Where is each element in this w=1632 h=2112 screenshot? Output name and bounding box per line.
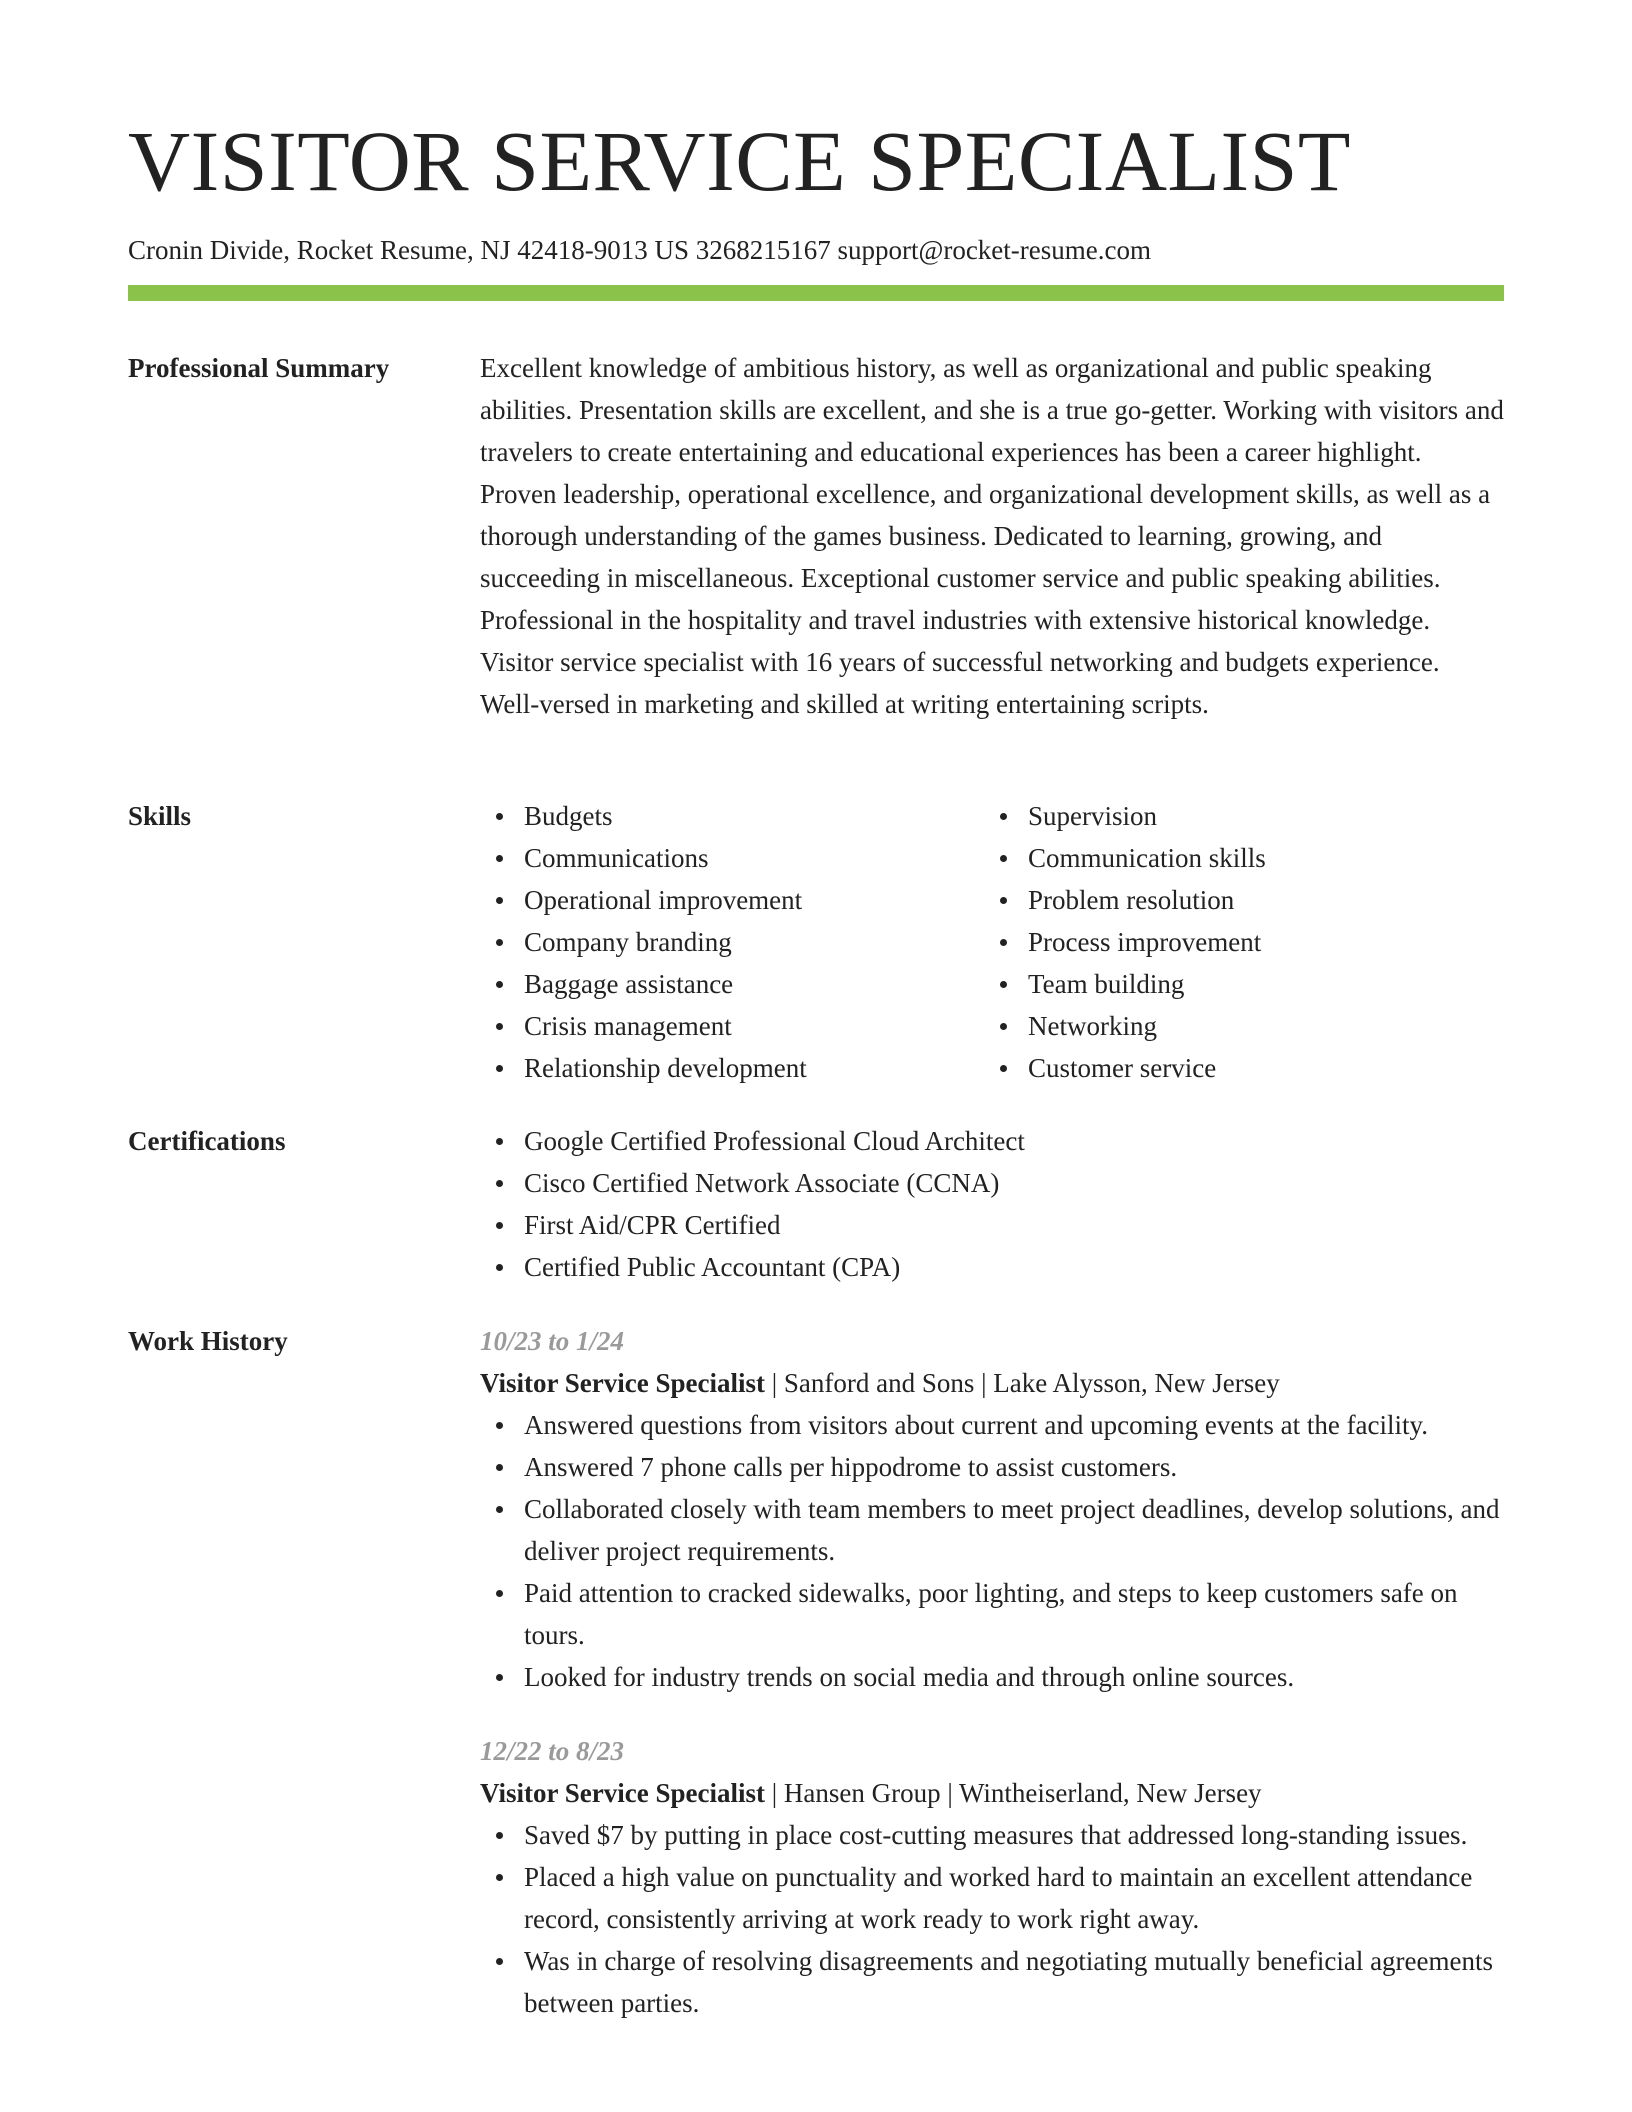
job-title: Visitor Service Specialist xyxy=(480,1778,765,1808)
list-item: Certified Public Accountant (CPA) xyxy=(524,1246,1504,1288)
list-item: Company branding xyxy=(524,921,984,963)
job-title: Visitor Service Specialist xyxy=(480,1368,765,1398)
certifications-heading: Certifications xyxy=(128,1126,286,1156)
list-item: Crisis management xyxy=(524,1005,984,1047)
list-item: Baggage assistance xyxy=(524,963,984,1005)
job-details: | Sanford and Sons | Lake Alysson, New Jersey xyxy=(764,1368,1280,1398)
summary-text: Excellent knowledge of ambitious history, as well as organizational and public speaking abilities. Presentation skills are excellent, and she is a true go-getter. Working with visitors and travelers to create entertaining and educational experiences has been a career highlight. Proven leadership, operational excellence, and organizational development skills, as well as a thorough understanding of the games business. Dedicated to learning, growing, and succeeding in miscellaneous. Exceptional customer service and public speaking abilities. Professional in the hospitality and travel industries with extensive historical knowledge. Visitor service specialist with 16 years of successful networking and budgets experience. Well-versed in marketing and skilled at writing entertaining scripts. xyxy=(480,353,1504,719)
work-history-body xyxy=(480,1320,1504,2024)
list-item: Relationship development xyxy=(524,1047,984,1089)
list-item: Was in charge of resolving disagreements and negotiating mutually beneficial agreements between parties. xyxy=(524,1940,1504,2024)
list-item: Looked for industry trends on social media and through online sources. xyxy=(524,1656,1504,1698)
list-item: Process improvement xyxy=(1028,921,1488,963)
list-item: Cisco Certified Network Associate (CCNA) xyxy=(524,1162,1504,1204)
job-dates: 12/22 to 8/23 xyxy=(480,1736,625,1766)
list-item: Placed a high value on punctuality and worked hard to maintain an excellent attendance record, consistently arriving at work ready to work right away. xyxy=(524,1856,1504,1940)
list-item: Answered 7 phone calls per hippodrome to assist customers. xyxy=(524,1446,1504,1488)
skills-heading: Skills xyxy=(128,801,192,831)
list-item: Operational improvement xyxy=(524,879,984,921)
list-item: Collaborated closely with team members to meet project deadlines, develop solutions, and deliver project requirements. xyxy=(524,1488,1504,1572)
job-bullets xyxy=(480,1404,1504,1698)
summary-heading: Professional Summary xyxy=(128,353,390,383)
job-heading-line xyxy=(480,1362,1504,1404)
list-item: Team building xyxy=(1028,963,1488,1005)
list-item: Budgets xyxy=(524,795,984,837)
certifications-list xyxy=(480,1120,1504,1288)
resume-title: VISITOR SERVICE SPECIALIST xyxy=(128,113,1351,209)
list-item: Paid attention to cracked sidewalks, poor lighting, and steps to keep customers safe on tours. xyxy=(524,1572,1504,1656)
list-item: First Aid/CPR Certified xyxy=(524,1204,1504,1246)
job-dates: 10/23 to 1/24 xyxy=(480,1326,625,1356)
list-item: Answered questions from visitors about current and upcoming events at the facility. xyxy=(524,1404,1504,1446)
skills-list-right xyxy=(984,795,1488,1089)
certifications-body xyxy=(480,1120,1504,1288)
summary-body xyxy=(480,347,1504,725)
skills-list-left xyxy=(480,795,984,1089)
job-details: | Hansen Group | Wintheiserland, New Jersey xyxy=(764,1778,1262,1808)
skills-body xyxy=(480,795,1504,1089)
list-item: Customer service xyxy=(1028,1047,1488,1089)
list-item: Supervision xyxy=(1028,795,1488,837)
list-item: Networking xyxy=(1028,1005,1488,1047)
job-heading-line xyxy=(480,1772,1504,1814)
contact-line: Cronin Divide, Rocket Resume, NJ 42418-9013 US 3268215167 support@rocket-resume.com xyxy=(128,235,1151,265)
job-bullets xyxy=(480,1814,1504,2024)
job-entry xyxy=(480,1320,1504,1698)
list-item: Communication skills xyxy=(1028,837,1488,879)
list-item: Saved $7 by putting in place cost-cutting measures that addressed long-standing issues. xyxy=(524,1814,1504,1856)
list-item: Google Certified Professional Cloud Architect xyxy=(524,1120,1504,1162)
work-history-heading: Work History xyxy=(128,1326,288,1356)
list-item: Communications xyxy=(524,837,984,879)
accent-divider xyxy=(128,285,1504,301)
skills-column-left xyxy=(480,795,984,1089)
skills-column-right xyxy=(984,795,1488,1089)
list-item: Problem resolution xyxy=(1028,879,1488,921)
job-entry xyxy=(480,1730,1504,2024)
